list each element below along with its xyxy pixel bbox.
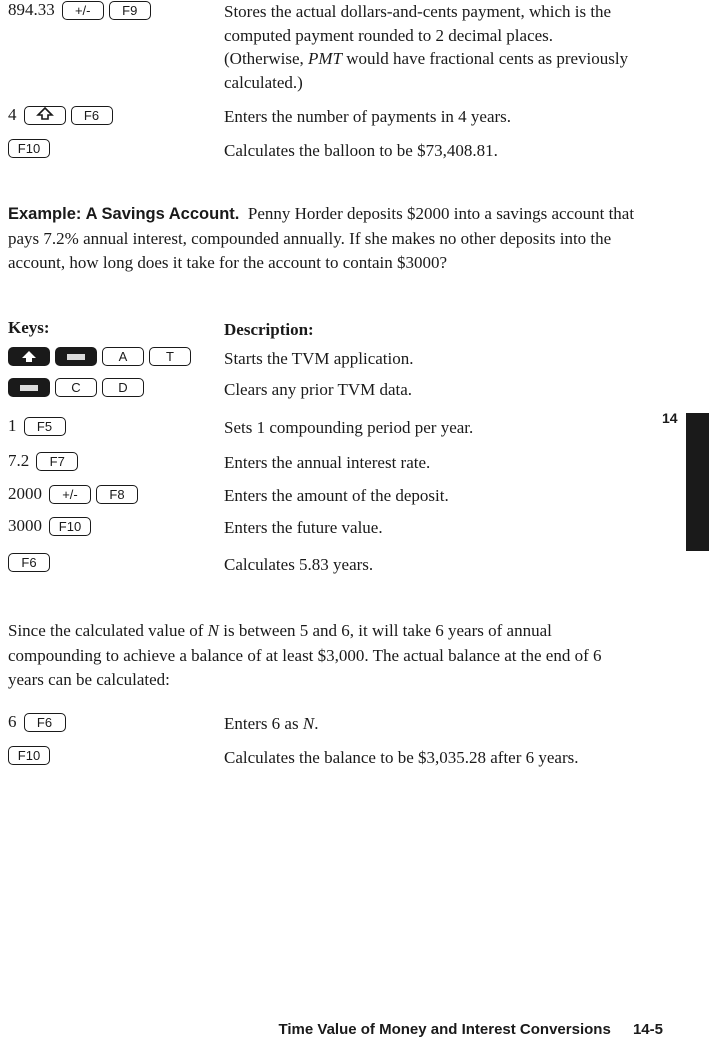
keys-cell <box>8 746 50 765</box>
menu-key <box>55 347 97 366</box>
explanation-paragraph: Since the calculated value of N is between 5 and 6, it will take 6 years of annual compounding to achieve a balance of at least $3,000. The actual balance at the end of 6 years can be calculated: <box>8 621 602 689</box>
shift-arrow-icon <box>36 107 54 120</box>
chapter-tab-number: 14 <box>662 410 678 426</box>
t-key: T <box>149 347 191 366</box>
f10-key: F10 <box>8 746 50 765</box>
f9-key: F9 <box>109 1 151 20</box>
example-paragraph <box>8 202 636 276</box>
shift-key <box>8 347 50 366</box>
step-description: Sets 1 compounding period per year. <box>224 418 474 437</box>
example-label: Example: <box>8 205 82 223</box>
shift-key <box>24 106 66 125</box>
entry-number: 2000 <box>8 484 42 503</box>
footer-title: Time Value of Money and Interest Conversions <box>278 1021 611 1038</box>
step-description: Calculates the balloon to be $73,408.81. <box>224 141 498 160</box>
keys-cell <box>8 139 50 158</box>
change-sign-key: +/- <box>62 1 104 20</box>
keys-cell <box>8 347 191 366</box>
step-description: Enters the future value. <box>224 518 383 537</box>
change-sign-key: +/- <box>49 485 91 504</box>
step-description: Calculates 5.83 years. <box>224 555 374 574</box>
keys-cell <box>8 105 113 125</box>
page-footer <box>278 1021 663 1038</box>
step-description: Clears any prior TVM data. <box>224 380 413 399</box>
keys-header: Keys: <box>8 318 50 337</box>
entry-number: 6 <box>8 712 17 731</box>
entry-number: 4 <box>8 105 17 124</box>
entry-number: 7.2 <box>8 451 30 470</box>
a-key: A <box>102 347 144 366</box>
f10-key: F10 <box>49 517 91 536</box>
step-description: Enters the annual interest rate. <box>224 453 431 472</box>
keys-cell <box>8 484 138 504</box>
step-description: Enters the amount of the deposit. <box>224 486 449 505</box>
f6-key: F6 <box>71 106 113 125</box>
description-header: Description: <box>224 320 314 339</box>
menu-key <box>8 378 50 397</box>
shift-arrow-icon <box>20 350 38 363</box>
step-description: Enters 6 as N. <box>224 714 319 733</box>
example-title: A Savings Account. <box>85 205 240 223</box>
f5-key: F5 <box>24 417 66 436</box>
step-description: Enters the number of payments in 4 years. <box>224 107 512 126</box>
f7-key: F7 <box>36 452 78 471</box>
keys-cell <box>8 712 66 732</box>
step-description: Starts the TVM application. <box>224 349 414 368</box>
keys-cell <box>8 378 144 397</box>
step-description: Calculates the balance to be $3,035.28 after 6 years. <box>224 748 579 767</box>
entry-number: 1 <box>8 416 17 435</box>
example-text: Penny Horder deposits $2000 into a savings account that pays 7.2% annual interest, compounded annually. If she makes no other deposits into the account, how long does it take for the account to contain $3000? <box>8 204 635 272</box>
chapter-tab-bar <box>686 413 709 551</box>
d-key: D <box>102 378 144 397</box>
f6-key: F6 <box>8 553 50 572</box>
menu-icon <box>18 383 40 393</box>
keys-cell <box>8 553 50 572</box>
entry-number: 3000 <box>8 516 42 535</box>
entry-number: 894.33 <box>8 0 55 19</box>
menu-icon <box>65 352 87 362</box>
keys-cell <box>8 0 151 20</box>
keys-cell <box>8 451 78 471</box>
c-key: C <box>55 378 97 397</box>
keys-cell <box>8 416 66 436</box>
f6-key: F6 <box>24 713 66 732</box>
page-number: 14-5 <box>632 1021 663 1038</box>
step-description: Stores the actual dollars-and-cents payment, which is the computed payment rounded to 2 decimal places. (Otherwise, PMT would have fractional cents as previously calculated.) <box>224 2 629 92</box>
keys-cell <box>8 516 91 536</box>
f8-key: F8 <box>96 485 138 504</box>
f10-key: F10 <box>8 139 50 158</box>
